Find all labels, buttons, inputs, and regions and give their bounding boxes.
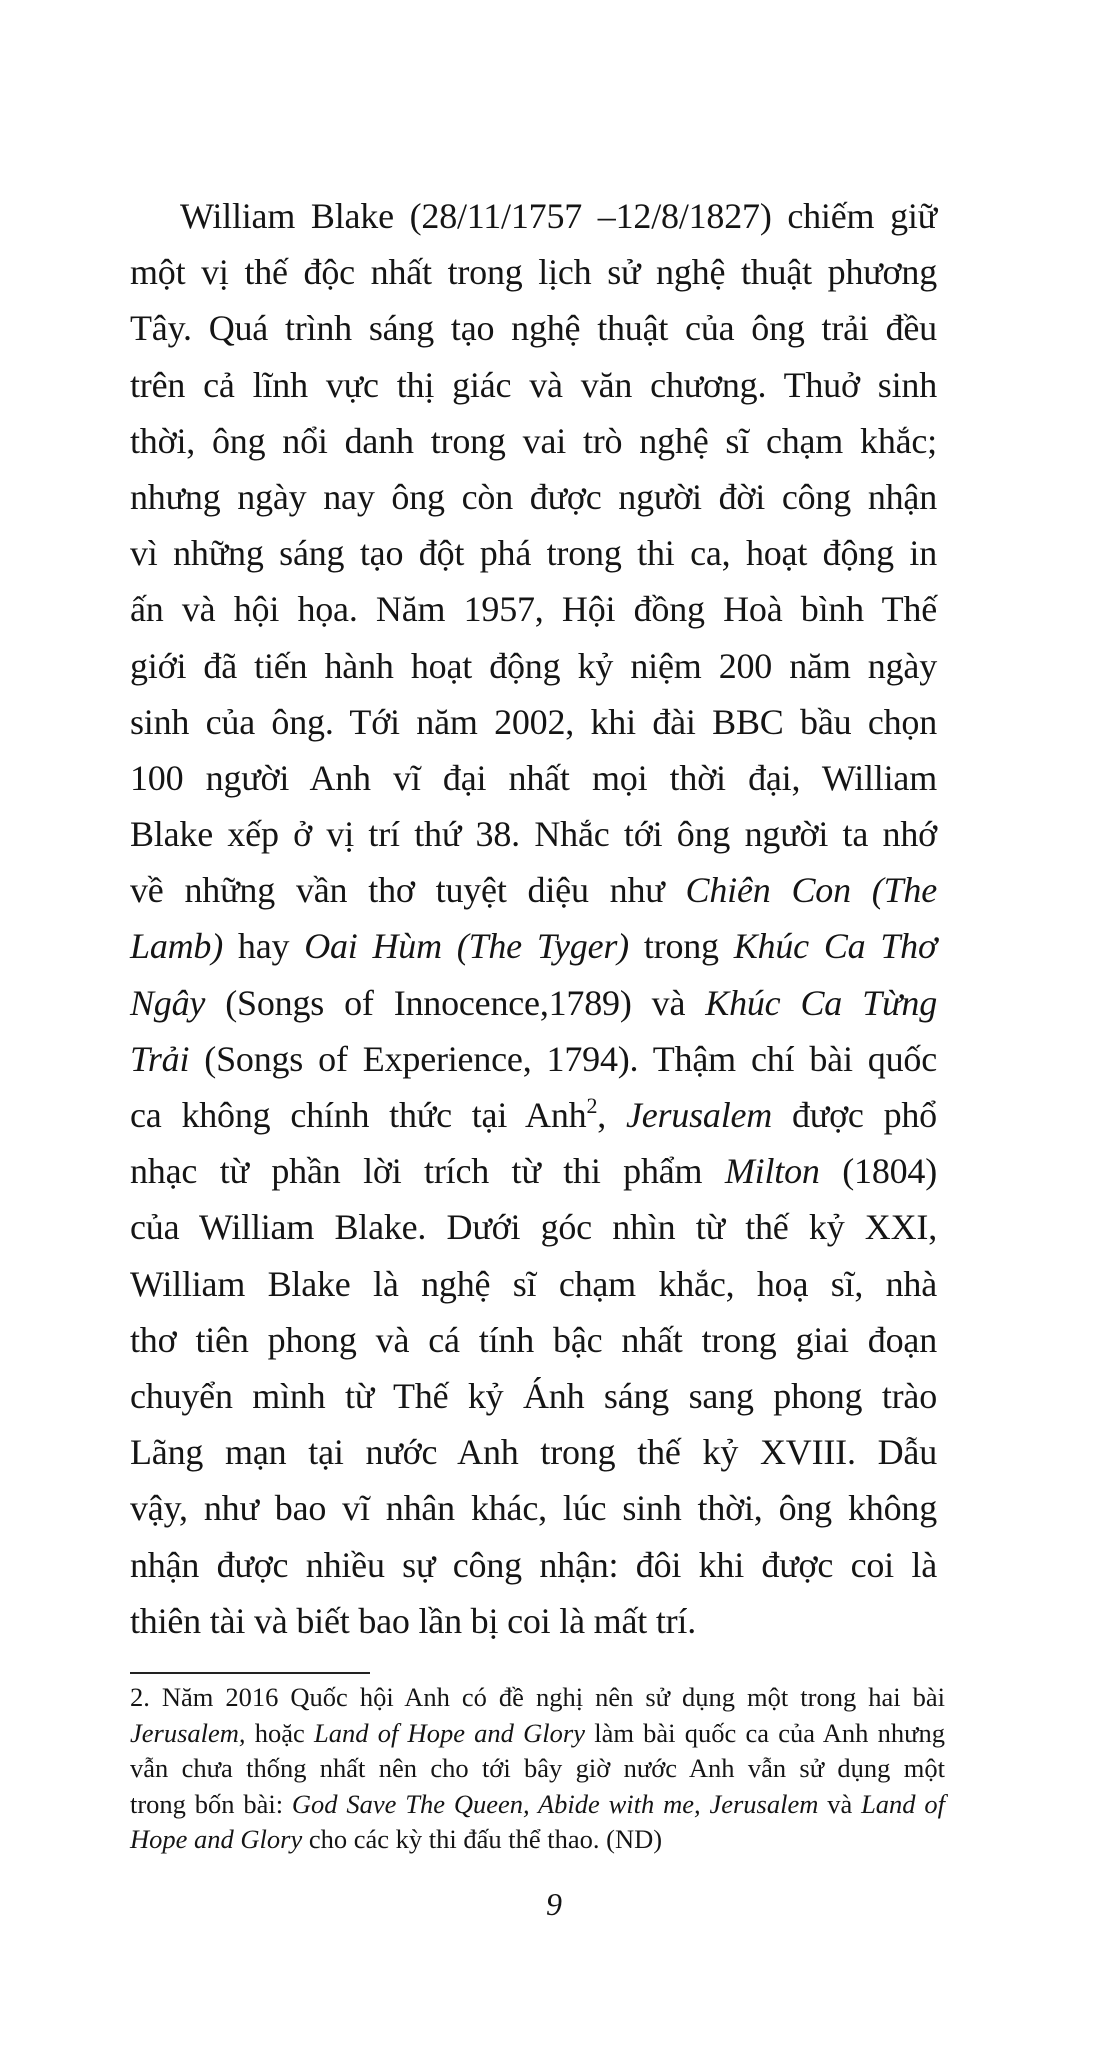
text-segment: William Blake (28/11/1757 –12/8/1827) chiếm giữ [180,196,937,236]
body-line [130,806,937,862]
text-segment: cho các kỳ thi đấu thể thao. (ND) [302,1824,663,1854]
body-line [130,581,937,637]
italic-title: Jerusalem, [130,1717,246,1748]
body-line [130,300,937,356]
body-line [130,1368,937,1424]
text-segment: trên cả lĩnh vực thị giác và văn chương. Thuở sinh [130,364,937,405]
body-line [130,1199,937,1255]
body-line [130,750,937,806]
text-segment: sinh của ông. Tới năm 2002, khi đài BBC bầu chọn [130,701,937,742]
text-segment: và [818,1788,862,1819]
body-paragraph [130,188,937,1649]
footnote-line [130,1787,945,1823]
body-line [130,1087,937,1143]
text-segment: , [597,1095,626,1135]
italic-title: Khúc Ca Thơ [733,926,937,967]
text-segment: thơ tiên phong và cá tính bậc nhất trong giai đoạn [130,1319,937,1360]
body-line [130,862,937,918]
body-line [130,469,937,525]
text-segment: thiên tài và biết bao lần bị coi là mất trí. [130,1600,697,1641]
italic-title: Land of [861,1788,945,1819]
footnote-line [130,1716,945,1752]
italic-title: Trải [130,1038,190,1079]
italic-title: Khúc Ca Từng [705,982,937,1023]
body-line [130,244,937,300]
text-segment: vẫn chưa thống nhất nên cho tới bây giờ nước Anh vẫn sử dụng một [130,1753,945,1783]
text-segment: thời, ông nổi danh trong vai trò nghệ sĩ chạm khắc; [130,420,937,461]
italic-title: Hope and Glory [130,1824,303,1854]
footnote [130,1680,945,1858]
text-segment: (Songs of Innocence,1789) và [205,982,706,1023]
body-line [130,975,937,1031]
text-segment: hoặc [245,1717,315,1748]
body-line [130,1593,937,1649]
body-line [130,694,937,750]
text-segment: (1804) [819,1151,938,1192]
text-segment: một vị thế độc nhất trong lịch sử nghệ thuật phương [130,252,937,293]
text-segment: trong bốn bài: [130,1788,292,1819]
text-segment: ca không chính thức tại Anh [130,1095,587,1135]
italic-title: Ngây [130,982,206,1023]
italic-title: Land of Hope and Glory [314,1717,585,1748]
text-segment: (Songs of Experience, 1794). Thậm chí bài quốc [189,1038,937,1079]
italic-title: Chiên Con (The [685,870,937,911]
text-segment: ấn và hội họa. Năm 1957, Hội đồng Hoà bình Thế [130,589,937,630]
body-line [130,1480,937,1536]
body-line [130,413,937,469]
body-line [130,188,937,244]
body-line [130,638,937,694]
body-line [130,525,937,581]
text-segment: vậy, như bao vĩ nhân khác, lúc sinh thời, ông không [130,1488,937,1529]
text-segment: Blake xếp ở vị trí thứ 38. Nhắc tới ông người ta nhớ [130,814,937,855]
text-segment: làm bài quốc ca của Anh nhưng [584,1717,945,1748]
text-segment: 100 người Anh vĩ đại nhất mọi thời đại, William [130,757,937,798]
text-segment: chuyển mình từ Thế kỷ Ánh sáng sang phong trào [130,1375,937,1416]
italic-title: Jerusalem [625,1095,773,1135]
body-line [130,1537,937,1593]
body-line [130,1143,937,1199]
text-segment: Tây. Quá trình sáng tạo nghệ thuật của ông trải đều [130,308,937,349]
italic-title: Oai Hùm (The Tyger) [304,926,629,967]
footnote-divider [130,1672,370,1674]
text-segment: của William Blake. Dưới góc nhìn từ thế kỷ XXI, [130,1207,937,1248]
text-segment: nhận được nhiều sự công nhận: đôi khi được coi là [130,1544,937,1585]
footnote-line [130,1822,945,1858]
text-segment: William Blake là nghệ sĩ chạm khắc, hoạ sĩ, nhà [130,1263,937,1304]
text-segment: được phổ [772,1095,937,1135]
text-segment: trong [628,926,734,967]
footnote-reference[interactable]: 2 [586,1093,598,1118]
page-number: 9 [546,1886,562,1922]
body-line [130,918,937,974]
text-segment: hay [223,926,305,967]
body-line [130,357,937,413]
text-segment: vì những sáng tạo đột phá trong thi ca, hoạt động in [130,533,937,574]
body-line [130,1256,937,1312]
italic-title: Lamb) [130,926,224,967]
text-segment: giới đã tiến hành hoạt động kỷ niệm 200 năm ngày [130,645,937,686]
italic-title: God Save The Queen, Abide with me, Jerusalem [291,1788,819,1819]
body-line [130,1312,937,1368]
text-segment: về những vần thơ tuyệt diệu như [130,870,686,911]
text-segment: nhạc từ phần lời trích từ thi phẩm [130,1151,725,1192]
body-line [130,1424,937,1480]
body-line [130,1031,937,1087]
footnote-line [130,1680,945,1716]
text-segment: nhưng ngày nay ông còn được người đời công nhận [130,476,937,517]
footnote-line [130,1751,945,1787]
italic-title: Milton [724,1151,820,1192]
text-segment: 2. Năm 2016 Quốc hội Anh có đề nghị nên sử dụng một trong hai bài [130,1682,945,1712]
text-segment: Lãng mạn tại nước Anh trong thế kỷ XVIII. Dẫu [130,1432,937,1473]
